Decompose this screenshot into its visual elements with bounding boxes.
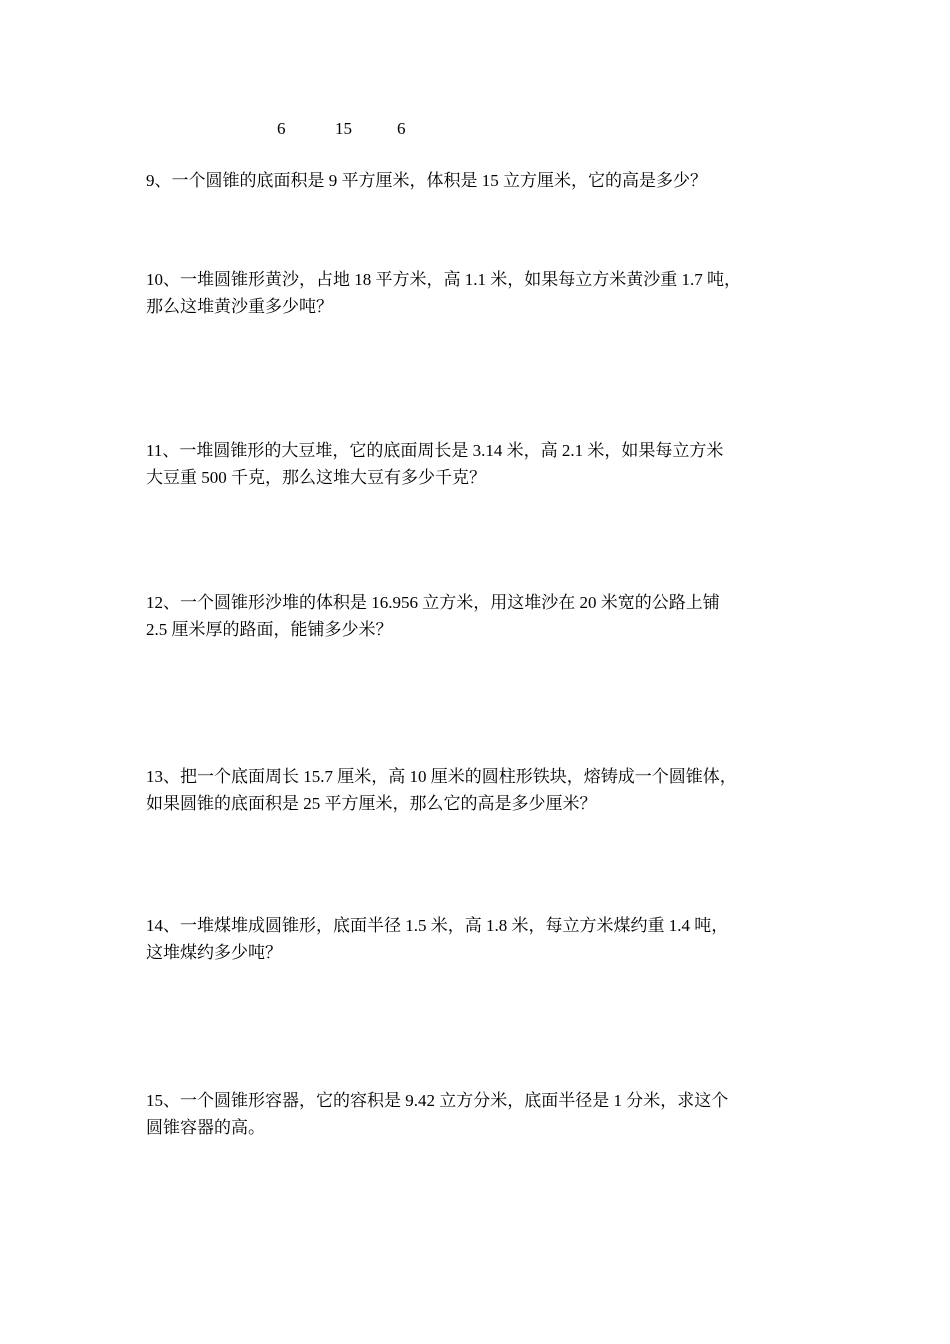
fragment-number: 6 — [277, 119, 286, 138]
question-line: 15、一个圆锥形容器，它的容积是 9.42 立方分米，底面半径是 1 分米，求这个 — [146, 1091, 729, 1110]
question-line: 11、一堆圆锥形的大豆堆，它的底面周长是 3.14 米，高 2.1 米，如果每立方米 — [146, 441, 724, 460]
question-line: 大豆重 500 千克，那么这堆大豆有多少千克？ — [146, 468, 486, 487]
fraction-fragment-row — [0, 118, 950, 140]
question-line: 那么这堆黄沙重多少吨？ — [146, 297, 333, 316]
question-line: 圆锥容器的高。 — [146, 1118, 265, 1137]
question-15 — [146, 1087, 836, 1141]
question-14 — [146, 912, 836, 966]
question-12 — [146, 589, 836, 643]
question-line: 如果圆锥的底面积是 25 平方厘米，那么它的高是多少厘米？ — [146, 794, 597, 813]
question-9 — [146, 167, 836, 194]
question-line: 12、一个圆锥形沙堆的体积是 16.956 立方米，用这堆沙在 20 米宽的公路上铺 — [146, 593, 720, 612]
question-line: 10、一堆圆锥形黄沙，占地 18 平方米，高 1.1 米，如果每立方米黄沙重 1.7 吨， — [146, 270, 741, 289]
question-11 — [146, 437, 836, 491]
question-10 — [146, 266, 836, 320]
question-13 — [146, 763, 836, 817]
question-line: 13、把一个底面周长 15.7 厘米，高 10 厘米的圆柱形铁块，熔铸成一个圆锥体， — [146, 767, 737, 786]
question-line: 9、一个圆锥的底面积是 9 平方厘米，体积是 15 立方厘米，它的高是多少？ — [146, 171, 707, 190]
fragment-number: 15 — [335, 119, 352, 138]
question-line: 这堆煤约多少吨？ — [146, 943, 282, 962]
question-line: 2.5 厘米厚的路面，能铺多少米？ — [146, 620, 393, 639]
fragment-number: 6 — [397, 119, 406, 138]
question-line: 14、一堆煤堆成圆锥形，底面半径 1.5 米，高 1.8 米，每立方米煤约重 1.4 吨， — [146, 916, 729, 935]
